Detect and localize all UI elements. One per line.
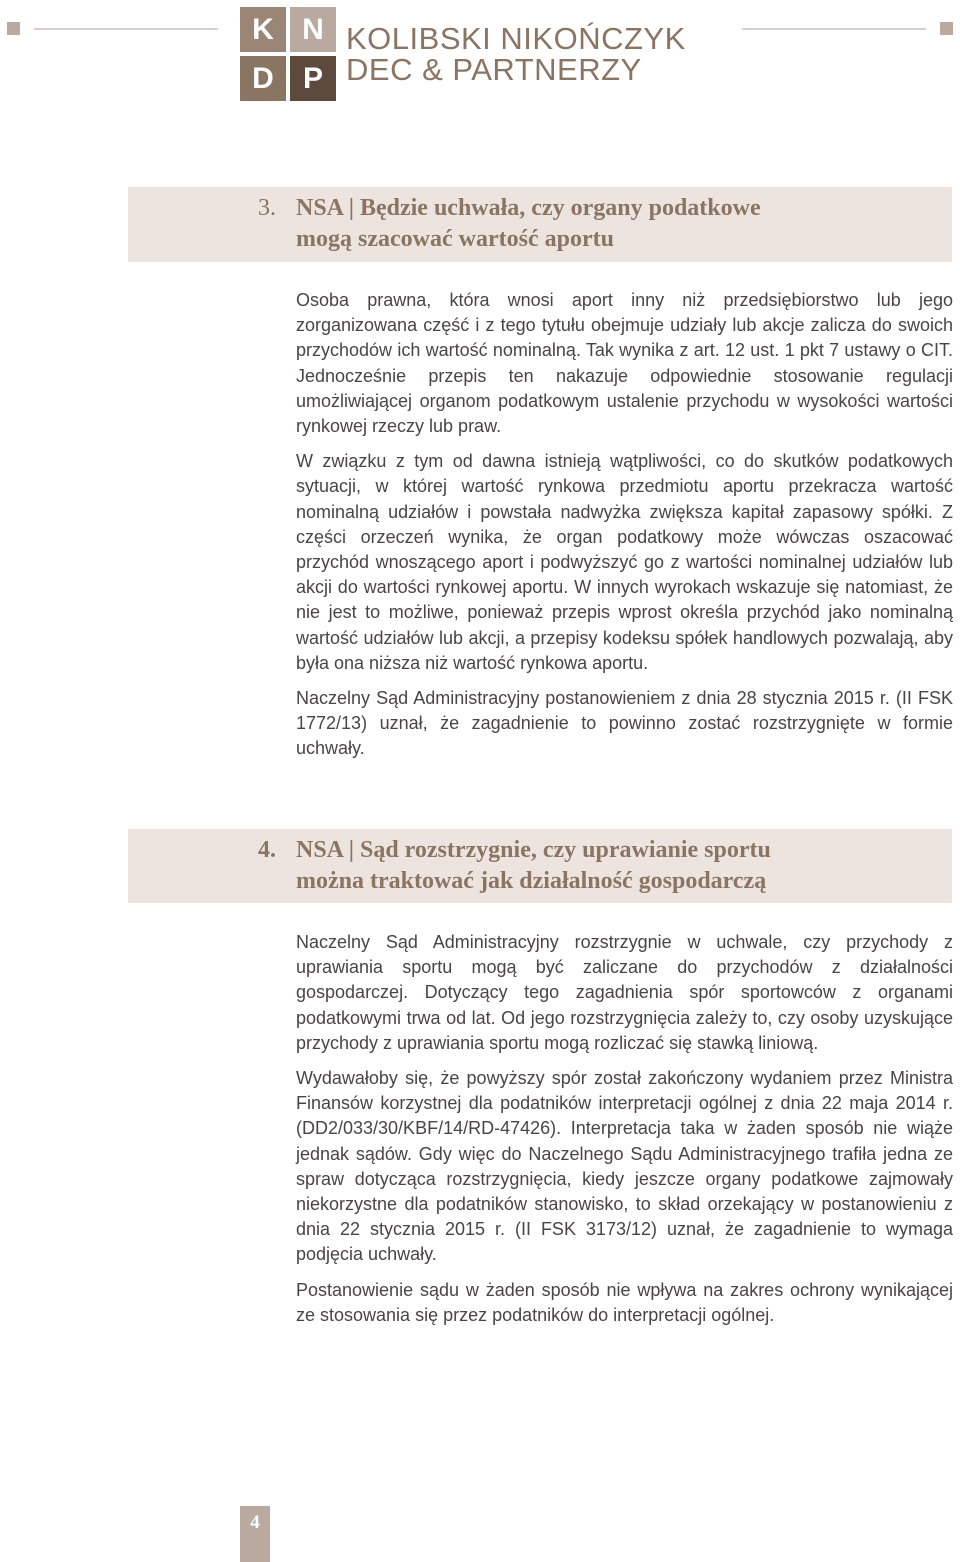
header-left-square [7, 22, 20, 35]
header-right-square [940, 22, 953, 35]
section-4-title-line2: można traktować jak działalność gospodarczą [296, 868, 767, 894]
firm-name-line1: KOLIBSKI NIKOŃCZYK [346, 21, 686, 56]
section-4-title-line1: NSA | Sąd rozstrzygnie, czy uprawianie sportu [296, 837, 771, 863]
logo-letter-p: P [290, 56, 336, 101]
page-number: 4 [240, 1506, 270, 1562]
section-3-title-line1: NSA | Będzie uchwała, czy organy podatkowe [296, 195, 761, 221]
firm-name-line2: DEC & PARTNERZY [346, 52, 642, 87]
section-4-title [296, 835, 936, 897]
logo-letter-d: D [240, 56, 286, 101]
section-4-body [296, 930, 953, 1338]
header-left-rule [34, 28, 218, 30]
section-4-paragraph: Postanowienie sądu w żaden sposób nie wpływa na zakres ochrony wynikającej ze stosowania się przez podatników do interpretacji ogólnej. [296, 1279, 953, 1325]
section-3-number: 3. [258, 195, 276, 221]
section-3-paragraph: W związku z tym od dawna istnieją wątpliwości, co do skutków podatkowych sytuacji, w której wartość rynkowa przedmiotu aportu przekracza wartość nominalną udziałów i powstała nadwyżka zwiększa kapitał zapasowy spółki. Z części orzeczeń wynika, że organ podatkowy może wówczas oszacować przychód wnoszącego aport i podwyższyć go z wartości nominalnej udziałów lub akcji do wartości rynkowej aportu. W innych wyrokach wskazuje się natomiast, że nie jest to możliwe, ponieważ przepis wprost określa przychód jako nominalną wartość udziałów lub akcji, a przepisy kodeksu spółek handlowych pozwalają, aby była ona niższa niż wartość rynkowa aportu. [296, 451, 953, 673]
section-3-title-line2: mogą szacować wartość aportu [296, 226, 614, 252]
logo-letter-k: K [240, 7, 286, 52]
section-3-paragraph: Osoba prawna, która wnosi aport inny niż przedsiębiorstwo lub jego zorganizowana część i z tego tytułu obejmuje udziały lub akcje zalicza do swoich przychodów ich wartość nominalną. Tak wynika z art. 12 ust. 1 pkt 7 ustawy o CIT. Jednocześnie przepis ten nakazuje odpowiednie stosowanie regulacji umożliwiającej organom podatkowym ustalenie przychodu w wysokości wartości rynkowej rzeczy lub praw. [296, 290, 953, 437]
firm-logo [240, 7, 336, 101]
header-right-rule [742, 28, 926, 30]
section-3-paragraph: Naczelny Sąd Administracyjny postanowieniem z dnia 28 stycznia 2015 r. (II FSK 1772/13) uznał, że zagadnienie to powinno zostać rozstrzygnięte w formie uchwały. [296, 688, 953, 759]
section-3-body [296, 288, 953, 772]
section-3-title [296, 193, 936, 255]
section-4-paragraph: Naczelny Sąd Administracyjny rozstrzygnie w uchwale, czy przychody z uprawiania sportu mogą być zaliczane do przychodów z działalności gospodarczej. Dotyczący tego zagadnienia spór sportowców z organami podatkowymi trwa od lat. Od jego rozstrzygnięcia zależy to, czy osoby uzyskujące przychody z uprawiania sportu mogą rozliczać się stawką liniową. [296, 932, 953, 1053]
section-4-paragraph: Wydawałoby się, że powyższy spór został zakończony wydaniem przez Ministra Finansów korzystnej dla podatników interpretacji ogólnej z dnia 22 maja 2014 r. (DD2/033/30/KBF/14/RD-47426). Interpretacja taka w żaden sposób nie wiąże jednak sądów. Gdy więc do Naczelnego Sądu Administracyjnego trafiła jedna ze spraw dotycząca rozstrzygnięcia, kiedy jeszcze organy podatkowe zajmowały niekorzystne dla podatników stanowisko, to skład orzekający w postanowieniu z dnia 22 stycznia 2015 r. (II FSK 3173/12) uznał, że zagadnienie to wymaga podjęcia uchwały. [296, 1068, 953, 1265]
logo-letter-n: N [290, 7, 336, 52]
section-4-number: 4. [258, 837, 276, 863]
